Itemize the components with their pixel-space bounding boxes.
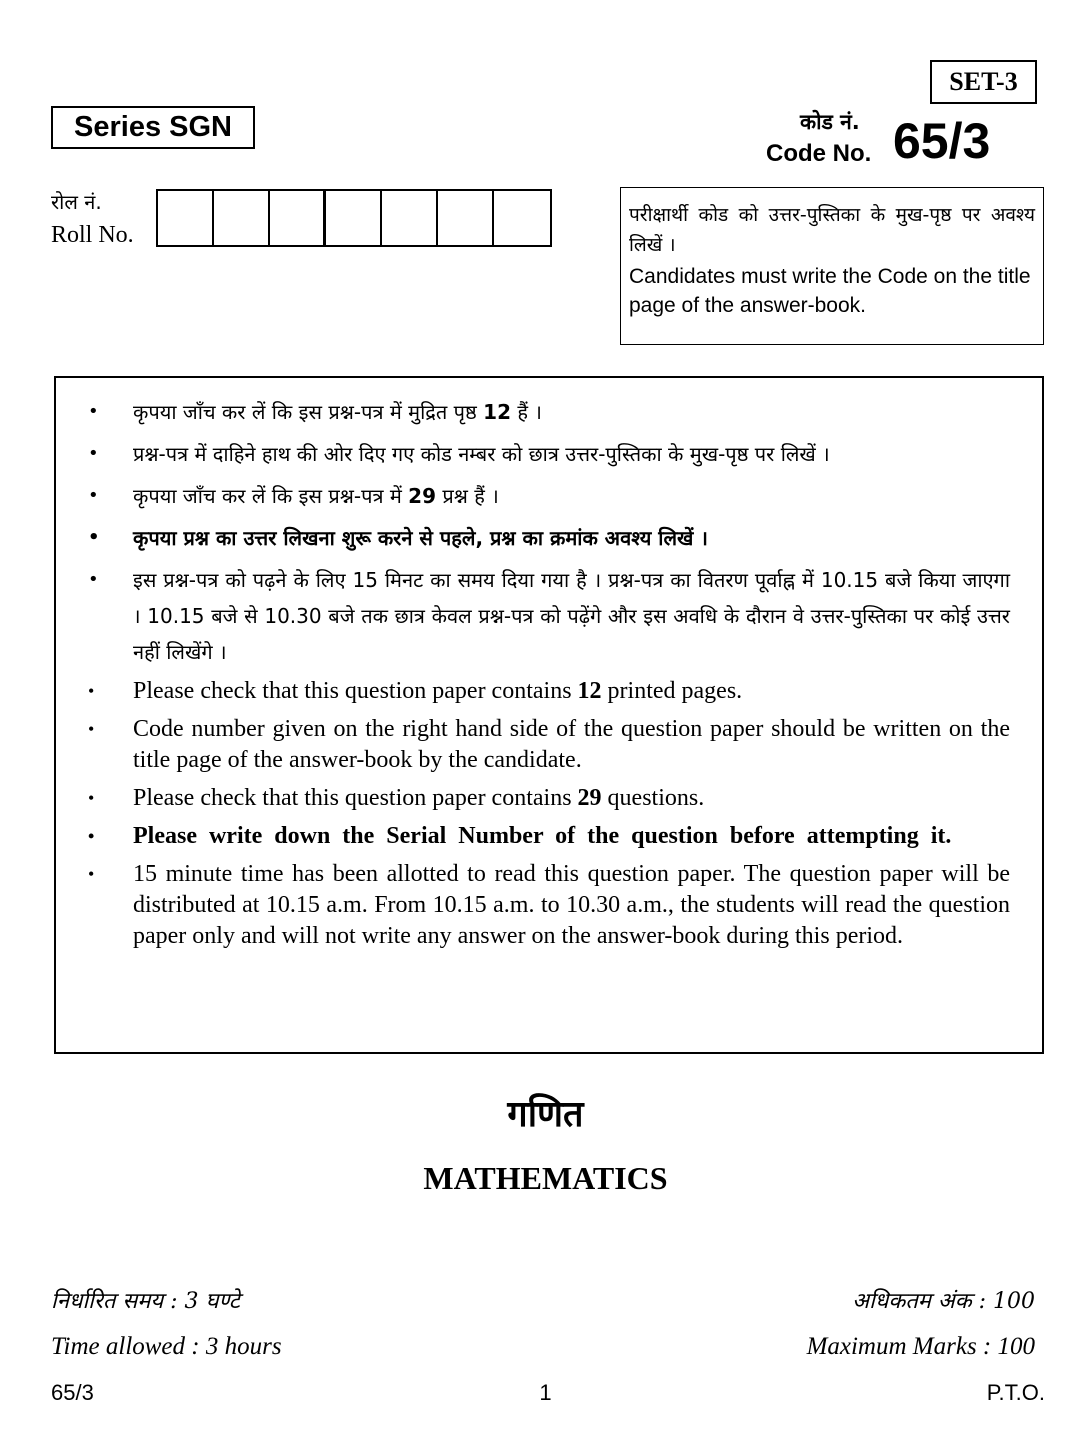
bullet-icon: • — [88, 864, 95, 884]
bullet-icon: • — [88, 788, 95, 808]
instruction-item: • इस प्रश्न-पत्र को पढ़ने के लिए 15 मिनट का समय दिया गया है । प्रश्न-पत्र का वितरण पूर्वाह्न में 10.15 बजे किया जाएगा । 10.15 बजे से 10.30 बजे तक छात्र केवल प्रश्न-पत्र को पढ़ेंगे और इस अवधि के दौरान वे उत्तर-पुस्तिका पर कोई उत्तर नहीं लिखेंगे । — [88, 562, 1010, 670]
instruction-item: • Please check that this question paper contains 12 printed pages. — [88, 676, 1010, 707]
roll-number-cell[interactable] — [270, 191, 326, 245]
instruction-item: • कृपया प्रश्न का उत्तर लिखना शुरू करने से पहले, प्रश्न का क्रमांक अवश्य लिखें । — [88, 520, 1010, 556]
bullet-icon: • — [88, 443, 99, 464]
instruction-item: • कृपया जाँच कर लें कि इस प्रश्न-पत्र में 29 प्रश्न हैं । — [88, 478, 1010, 514]
candidate-notice-hindi: परीक्षार्थी कोड को उत्तर-पुस्तिका के मुख-पृष्ठ पर अवश्य लिखें । — [629, 204, 1035, 256]
maximum-marks: Maximum Marks : 100 — [806, 1333, 1035, 1360]
roll-number-cell[interactable] — [158, 191, 214, 245]
series-label: Series SGN — [74, 111, 232, 143]
roll-label: Roll No. — [51, 222, 134, 248]
footer-code: 65/3 — [51, 1380, 94, 1405]
subject-title: MATHEMATICS — [423, 1160, 668, 1196]
instruction-item: • Please check that this question paper contains 29 questions. — [88, 783, 1010, 814]
maximum-marks-hindi: अधिकतम अंक : 100 — [852, 1289, 1035, 1314]
instruction-item: • 15 minute time has been allotted to read this question paper. The question paper will be distributed at 10.15 a.m. From 10.15 a.m. to 10.30 a.m., the students will read the question paper only and will not write any answer on the answer-book during this period. — [88, 861, 1010, 949]
question-count: 29 — [577, 785, 602, 811]
bullet-icon: • — [88, 569, 99, 590]
time-allowed: Time allowed : 3 hours — [51, 1333, 282, 1360]
roll-number-cell[interactable] — [214, 191, 270, 245]
code-label-hindi: कोड नं. — [800, 110, 860, 134]
roll-label-hindi: रोल नं. — [51, 190, 102, 214]
candidate-notice-box — [620, 187, 1044, 345]
question-count: 29 — [408, 484, 436, 508]
roll-number-cell[interactable] — [494, 191, 550, 245]
instruction-item: • Please write down the Serial Number of the question before attempting it. — [88, 821, 1010, 852]
bullet-icon: • — [88, 681, 95, 701]
bullet-icon: • — [88, 485, 99, 506]
roll-number-cell[interactable] — [438, 191, 494, 245]
set-label: SET-3 — [949, 67, 1018, 96]
instruction-item: • Code number given on the right hand side of the question paper should be written on the title page of the answer-book by the candidate. — [88, 716, 1010, 773]
code-value: 65/3 — [893, 113, 991, 169]
time-allowed-hindi: निर्धारित समय : 3 घण्टे — [51, 1289, 240, 1314]
bullet-icon: • — [88, 826, 95, 846]
set-label-box — [930, 60, 1037, 104]
roll-number-cell[interactable] — [326, 191, 382, 245]
roll-number-boxes — [156, 189, 552, 247]
code-label: Code No. — [766, 140, 872, 167]
instructions-box — [54, 376, 1044, 1054]
bullet-icon: • — [88, 719, 95, 739]
bullet-icon: • — [88, 401, 99, 422]
page-count: 12 — [577, 678, 602, 704]
bullet-icon: • — [88, 527, 100, 548]
instruction-item: • प्रश्न-पत्र में दाहिने हाथ की ओर दिए गए कोड नम्बर को छात्र उत्तर-पुस्तिका के मुख-पृष्ठ पर लिखें । — [88, 436, 1010, 472]
instructions-list — [88, 394, 1010, 952]
subject-title-hindi: गणित — [507, 1094, 584, 1135]
please-turn-over: P.T.O. — [986, 1380, 1045, 1405]
roll-number-cell[interactable] — [382, 191, 438, 245]
page-count: 12 — [483, 400, 512, 424]
series-label-box — [51, 106, 255, 149]
instruction-item: • कृपया जाँच कर लें कि इस प्रश्न-पत्र में मुद्रित पृष्ठ 12 हैं । — [88, 394, 1010, 430]
page-number: 1 — [539, 1380, 552, 1405]
candidate-notice-english: Candidates must write the Code on the title page of the answer-book. — [629, 265, 1031, 317]
